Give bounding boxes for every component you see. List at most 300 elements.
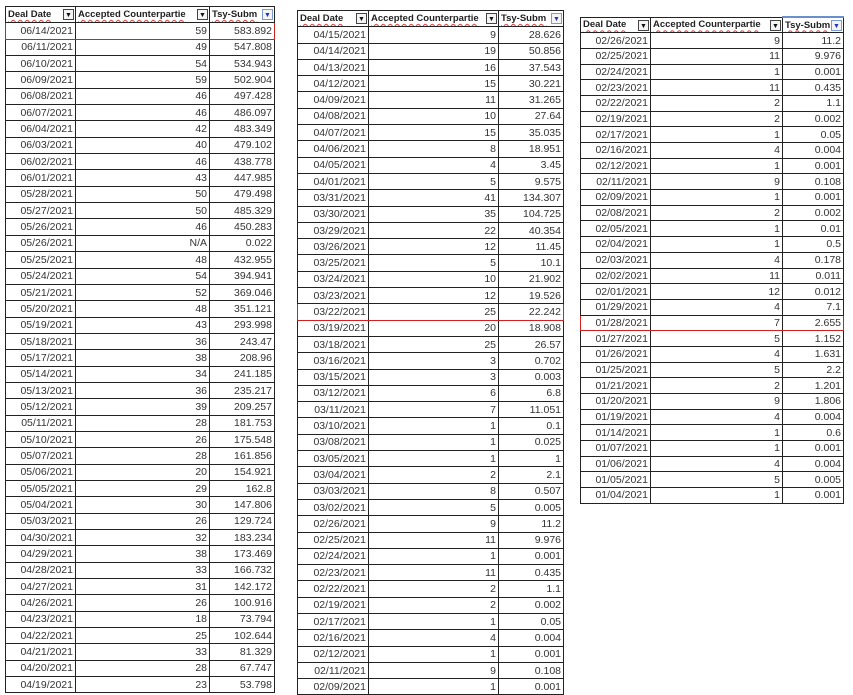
tsy-submitted-cell[interactable]: 0.05 xyxy=(499,613,564,629)
deal-date-cell[interactable]: 04/14/2021 xyxy=(298,43,369,59)
tsy-submitted-cell[interactable]: 181.753 xyxy=(210,415,275,431)
deal-date-cell[interactable]: 05/18/2021 xyxy=(6,333,76,349)
accepted-counterparties-cell[interactable]: 7 xyxy=(651,315,783,331)
accepted-counterparties-cell[interactable]: 9 xyxy=(651,174,783,190)
deal-date-cell[interactable]: 01/04/2021 xyxy=(581,488,651,504)
accepted-counterparties-cell[interactable]: 15 xyxy=(369,125,499,141)
accepted-counterparties-cell[interactable]: 5 xyxy=(651,331,783,347)
accepted-counterparties-cell[interactable]: 25 xyxy=(369,304,499,320)
tsy-submitted-cell[interactable]: 22.242 xyxy=(499,304,564,320)
filter-dropdown-icon[interactable]: ▼ xyxy=(486,13,497,24)
deal-date-cell[interactable]: 01/25/2021 xyxy=(581,362,651,378)
deal-date-cell[interactable]: 06/07/2021 xyxy=(6,105,76,121)
tsy-submitted-cell[interactable]: 534.943 xyxy=(210,56,275,72)
accepted-counterparties-cell[interactable]: 1 xyxy=(651,64,783,80)
accepted-counterparties-cell[interactable]: 26 xyxy=(76,431,210,447)
tsy-submitted-cell[interactable]: 485.329 xyxy=(210,203,275,219)
deal-date-cell[interactable]: 03/03/2021 xyxy=(298,483,369,499)
deal-date-cell[interactable]: 02/16/2021 xyxy=(581,143,651,159)
deal-date-cell[interactable]: 05/26/2021 xyxy=(6,219,76,235)
accepted-counterparties-cell[interactable]: 2 xyxy=(651,95,783,111)
tsy-submitted-cell[interactable]: 0.022 xyxy=(210,235,275,251)
accepted-counterparties-cell[interactable]: 4 xyxy=(651,143,783,159)
deal-date-cell[interactable]: 02/26/2021 xyxy=(298,516,369,532)
deal-date-cell[interactable]: 05/28/2021 xyxy=(6,186,76,202)
tsy-submitted-cell[interactable]: 497.428 xyxy=(210,88,275,104)
tsy-submitted-cell[interactable]: 0.011 xyxy=(783,268,844,284)
accepted-counterparties-cell[interactable]: 20 xyxy=(76,464,210,480)
deal-date-cell[interactable]: 04/06/2021 xyxy=(298,141,369,157)
deal-date-cell[interactable]: 03/12/2021 xyxy=(298,385,369,401)
accepted-counterparties-cell[interactable]: 1 xyxy=(369,434,499,450)
accepted-counterparties-cell[interactable]: 46 xyxy=(76,219,210,235)
deal-date-cell[interactable]: 03/23/2021 xyxy=(298,288,369,304)
tsy-submitted-cell[interactable]: 19.526 xyxy=(499,288,564,304)
tsy-submitted-cell[interactable]: 7.1 xyxy=(783,299,844,315)
accepted-counterparties-cell[interactable]: 31 xyxy=(76,579,210,595)
tsy-submitted-cell[interactable]: 1.1 xyxy=(783,95,844,111)
deal-date-cell[interactable]: 02/05/2021 xyxy=(581,221,651,237)
accepted-counterparties-cell[interactable]: 11 xyxy=(651,80,783,96)
deal-date-cell[interactable]: 01/21/2021 xyxy=(581,378,651,394)
accepted-counterparties-cell[interactable]: 20 xyxy=(369,320,499,336)
accepted-counterparties-cell[interactable]: 11 xyxy=(369,565,499,581)
accepted-counterparties-cell[interactable]: 4 xyxy=(651,346,783,362)
tsy-submitted-cell[interactable]: 447.985 xyxy=(210,170,275,186)
accepted-counterparties-cell[interactable]: 19 xyxy=(369,43,499,59)
accepted-counterparties-cell[interactable]: 2 xyxy=(651,111,783,127)
tsy-submitted-cell[interactable]: 166.732 xyxy=(210,562,275,578)
accepted-counterparties-cell[interactable]: 28 xyxy=(76,415,210,431)
accepted-counterparties-cell[interactable]: 33 xyxy=(76,562,210,578)
accepted-counterparties-cell[interactable]: 39 xyxy=(76,399,210,415)
deal-date-cell[interactable]: 04/21/2021 xyxy=(6,644,76,660)
accepted-counterparties-cell[interactable]: 46 xyxy=(76,105,210,121)
tsy-submitted-cell[interactable]: 0.001 xyxy=(783,158,844,174)
tsy-submitted-cell[interactable]: 0.003 xyxy=(499,369,564,385)
tsy-submitted-cell[interactable]: 6.8 xyxy=(499,385,564,401)
deal-date-cell[interactable]: 04/23/2021 xyxy=(6,611,76,627)
deal-date-cell[interactable]: 02/23/2021 xyxy=(581,80,651,96)
tsy-submitted-cell[interactable]: 134.307 xyxy=(499,190,564,206)
accepted-counterparties-cell[interactable]: 49 xyxy=(76,39,210,55)
deal-date-cell[interactable]: 05/10/2021 xyxy=(6,431,76,447)
deal-date-cell[interactable]: 02/11/2021 xyxy=(581,174,651,190)
deal-date-cell[interactable]: 05/04/2021 xyxy=(6,497,76,513)
deal-date-cell[interactable]: 06/01/2021 xyxy=(6,170,76,186)
deal-date-cell[interactable]: 06/02/2021 xyxy=(6,154,76,170)
tsy-submitted-cell[interactable]: 0.004 xyxy=(499,630,564,646)
filter-dropdown-icon[interactable]: ▼ xyxy=(63,9,74,20)
tsy-submitted-cell[interactable]: 1.631 xyxy=(783,346,844,362)
deal-date-cell[interactable]: 03/19/2021 xyxy=(298,320,369,336)
tsy-submitted-cell[interactable]: 173.469 xyxy=(210,546,275,562)
tsy-submitted-cell[interactable]: 0.002 xyxy=(783,111,844,127)
filter-active-dropdown-icon[interactable]: ▼ xyxy=(551,13,562,24)
accepted-counterparties-cell[interactable]: 4 xyxy=(369,630,499,646)
accepted-counterparties-cell[interactable]: 50 xyxy=(76,203,210,219)
deal-date-cell[interactable]: 05/13/2021 xyxy=(6,382,76,398)
tsy-submitted-cell[interactable]: 2.655 xyxy=(783,315,844,331)
filter-dropdown-icon[interactable]: ▼ xyxy=(356,13,367,24)
tsy-submitted-cell[interactable]: 293.998 xyxy=(210,317,275,333)
accepted-counterparties-cell[interactable]: 43 xyxy=(76,170,210,186)
accepted-counterparties-cell[interactable]: 15 xyxy=(369,76,499,92)
tsy-submitted-cell[interactable]: 0.435 xyxy=(499,565,564,581)
deal-date-cell[interactable]: 03/31/2021 xyxy=(298,190,369,206)
accepted-counterparties-cell[interactable]: 9 xyxy=(369,516,499,532)
tsy-submitted-cell[interactable]: 351.121 xyxy=(210,301,275,317)
accepted-counterparties-cell[interactable]: 5 xyxy=(651,362,783,378)
deal-date-cell[interactable]: 04/15/2021 xyxy=(298,27,369,43)
accepted-counterparties-cell[interactable]: 1 xyxy=(651,158,783,174)
tsy-submitted-cell[interactable]: 129.724 xyxy=(210,513,275,529)
tsy-submitted-cell[interactable]: 547.808 xyxy=(210,39,275,55)
deal-date-cell[interactable]: 03/30/2021 xyxy=(298,206,369,222)
tsy-submitted-cell[interactable]: 67.747 xyxy=(210,660,275,676)
deal-date-cell[interactable]: 02/19/2021 xyxy=(298,597,369,613)
deal-date-cell[interactable]: 02/09/2021 xyxy=(581,190,651,206)
accepted-counterparties-cell[interactable]: 18 xyxy=(76,611,210,627)
deal-date-cell[interactable]: 05/21/2021 xyxy=(6,284,76,300)
tsy-submitted-cell[interactable]: 0.002 xyxy=(499,597,564,613)
deal-date-cell[interactable]: 02/22/2021 xyxy=(581,95,651,111)
tsy-submitted-cell[interactable]: 53.798 xyxy=(210,677,275,693)
accepted-counterparties-cell[interactable]: 4 xyxy=(369,157,499,173)
tsy-submitted-cell[interactable]: 0.004 xyxy=(783,143,844,159)
deal-date-cell[interactable]: 06/11/2021 xyxy=(6,39,76,55)
accepted-counterparties-cell[interactable]: 26 xyxy=(76,513,210,529)
accepted-counterparties-cell[interactable]: 59 xyxy=(76,23,210,39)
accepted-counterparties-cell[interactable]: 28 xyxy=(76,448,210,464)
tsy-submitted-cell[interactable]: 3.45 xyxy=(499,157,564,173)
deal-date-cell[interactable]: 06/09/2021 xyxy=(6,72,76,88)
tsy-submitted-cell[interactable]: 9.976 xyxy=(499,532,564,548)
deal-date-cell[interactable]: 03/05/2021 xyxy=(298,451,369,467)
deal-date-cell[interactable]: 04/28/2021 xyxy=(6,562,76,578)
tsy-submitted-cell[interactable]: 394.941 xyxy=(210,268,275,284)
tsy-submitted-cell[interactable]: 438.778 xyxy=(210,154,275,170)
deal-date-cell[interactable]: 06/03/2021 xyxy=(6,137,76,153)
tsy-submitted-cell[interactable]: 100.916 xyxy=(210,595,275,611)
deal-date-cell[interactable]: 05/06/2021 xyxy=(6,464,76,480)
accepted-counterparties-cell[interactable]: 25 xyxy=(76,628,210,644)
deal-date-cell[interactable]: 02/19/2021 xyxy=(581,111,651,127)
tsy-submitted-cell[interactable]: 9.976 xyxy=(783,48,844,64)
accepted-counterparties-cell[interactable]: 1 xyxy=(369,418,499,434)
deal-date-cell[interactable]: 01/05/2021 xyxy=(581,472,651,488)
accepted-counterparties-cell[interactable]: 35 xyxy=(369,206,499,222)
tsy-submitted-cell[interactable]: 0.002 xyxy=(783,205,844,221)
tsy-submitted-cell[interactable]: 104.725 xyxy=(499,206,564,222)
tsy-submitted-cell[interactable]: 2.1 xyxy=(499,467,564,483)
tsy-submitted-cell[interactable]: 18.951 xyxy=(499,141,564,157)
accepted-counterparties-cell[interactable]: 2 xyxy=(369,467,499,483)
deal-date-cell[interactable]: 04/27/2021 xyxy=(6,579,76,595)
tsy-submitted-cell[interactable]: 0.6 xyxy=(783,425,844,441)
deal-date-cell[interactable]: 02/17/2021 xyxy=(581,127,651,143)
deal-date-cell[interactable]: 04/19/2021 xyxy=(6,677,76,693)
deal-date-cell[interactable]: 02/22/2021 xyxy=(298,581,369,597)
tsy-submitted-cell[interactable]: 142.172 xyxy=(210,579,275,595)
deal-date-cell[interactable]: 04/05/2021 xyxy=(298,157,369,173)
tsy-submitted-cell[interactable]: 0.1 xyxy=(499,418,564,434)
tsy-submitted-cell[interactable]: 0.025 xyxy=(499,434,564,450)
deal-date-cell[interactable]: 05/11/2021 xyxy=(6,415,76,431)
accepted-counterparties-cell[interactable]: 43 xyxy=(76,317,210,333)
accepted-counterparties-cell[interactable]: 4 xyxy=(651,252,783,268)
tsy-submitted-cell[interactable]: 11.45 xyxy=(499,239,564,255)
tsy-submitted-cell[interactable]: 479.102 xyxy=(210,137,275,153)
deal-date-cell[interactable]: 03/18/2021 xyxy=(298,336,369,352)
accepted-counterparties-cell[interactable]: 22 xyxy=(369,222,499,238)
deal-date-cell[interactable]: 02/16/2021 xyxy=(298,630,369,646)
accepted-counterparties-cell[interactable]: 30 xyxy=(76,497,210,513)
filter-active-dropdown-icon[interactable]: ▼ xyxy=(262,9,273,20)
accepted-counterparties-cell[interactable]: 34 xyxy=(76,366,210,382)
accepted-counterparties-cell[interactable]: 41 xyxy=(369,190,499,206)
tsy-submitted-cell[interactable]: 161.856 xyxy=(210,448,275,464)
deal-date-cell[interactable]: 01/26/2021 xyxy=(581,346,651,362)
deal-date-cell[interactable]: 05/25/2021 xyxy=(6,252,76,268)
filter-dropdown-icon[interactable]: ▼ xyxy=(770,20,781,31)
tsy-submitted-cell[interactable]: 50.856 xyxy=(499,43,564,59)
accepted-counterparties-cell[interactable]: 2 xyxy=(651,205,783,221)
accepted-counterparties-cell[interactable]: 12 xyxy=(651,284,783,300)
deal-date-cell[interactable]: 02/25/2021 xyxy=(581,48,651,64)
filter-dropdown-icon[interactable]: ▼ xyxy=(638,20,649,31)
accepted-counterparties-cell[interactable]: 2 xyxy=(651,378,783,394)
accepted-counterparties-cell[interactable]: 40 xyxy=(76,137,210,153)
deal-date-cell[interactable]: 03/10/2021 xyxy=(298,418,369,434)
deal-date-cell[interactable]: 05/14/2021 xyxy=(6,366,76,382)
accepted-counterparties-cell[interactable]: 25 xyxy=(369,336,499,352)
deal-date-cell[interactable]: 03/24/2021 xyxy=(298,271,369,287)
deal-date-cell[interactable]: 04/07/2021 xyxy=(298,125,369,141)
deal-date-cell[interactable]: 03/22/2021 xyxy=(298,304,369,320)
deal-date-cell[interactable]: 02/12/2021 xyxy=(581,158,651,174)
tsy-submitted-cell[interactable]: 502.904 xyxy=(210,72,275,88)
deal-date-cell[interactable]: 04/09/2021 xyxy=(298,92,369,108)
deal-date-cell[interactable]: 01/06/2021 xyxy=(581,456,651,472)
tsy-submitted-cell[interactable]: 0.435 xyxy=(783,80,844,96)
deal-date-cell[interactable]: 02/01/2021 xyxy=(581,284,651,300)
accepted-counterparties-cell[interactable]: 12 xyxy=(369,288,499,304)
accepted-counterparties-cell[interactable]: 48 xyxy=(76,252,210,268)
tsy-submitted-cell[interactable]: 0.001 xyxy=(783,441,844,457)
tsy-submitted-cell[interactable]: 486.097 xyxy=(210,105,275,121)
deal-date-cell[interactable]: 04/08/2021 xyxy=(298,108,369,124)
tsy-submitted-cell[interactable]: 0.004 xyxy=(783,409,844,425)
filter-active-dropdown-icon[interactable]: ▼ xyxy=(831,20,842,31)
deal-date-cell[interactable]: 03/25/2021 xyxy=(298,255,369,271)
accepted-counterparties-cell[interactable]: 54 xyxy=(76,56,210,72)
accepted-counterparties-cell[interactable]: 10 xyxy=(369,108,499,124)
tsy-submitted-cell[interactable]: 432.955 xyxy=(210,252,275,268)
tsy-submitted-cell[interactable]: 1.201 xyxy=(783,378,844,394)
accepted-counterparties-cell[interactable]: 11 xyxy=(369,92,499,108)
deal-date-cell[interactable]: 06/08/2021 xyxy=(6,88,76,104)
deal-date-cell[interactable]: 05/03/2021 xyxy=(6,513,76,529)
tsy-submitted-cell[interactable]: 483.349 xyxy=(210,121,275,137)
accepted-counterparties-cell[interactable]: 1 xyxy=(651,488,783,504)
tsy-submitted-cell[interactable]: 0.001 xyxy=(499,548,564,564)
tsy-submitted-cell[interactable]: 0.001 xyxy=(783,488,844,504)
filter-dropdown-icon[interactable]: ▼ xyxy=(197,9,208,20)
deal-date-cell[interactable]: 02/24/2021 xyxy=(298,548,369,564)
tsy-submitted-cell[interactable]: 1.152 xyxy=(783,331,844,347)
accepted-counterparties-cell[interactable]: 33 xyxy=(76,644,210,660)
accepted-counterparties-cell[interactable]: 3 xyxy=(369,369,499,385)
tsy-submitted-cell[interactable]: 243.47 xyxy=(210,333,275,349)
accepted-counterparties-cell[interactable]: 7 xyxy=(369,402,499,418)
tsy-submitted-cell[interactable]: 0.178 xyxy=(783,252,844,268)
deal-date-cell[interactable]: 01/27/2021 xyxy=(581,331,651,347)
accepted-counterparties-cell[interactable]: 1 xyxy=(369,646,499,662)
accepted-counterparties-cell[interactable]: 1 xyxy=(651,221,783,237)
accepted-counterparties-cell[interactable]: 3 xyxy=(369,353,499,369)
accepted-counterparties-cell[interactable]: 50 xyxy=(76,186,210,202)
accepted-counterparties-cell[interactable]: 1 xyxy=(369,451,499,467)
deal-date-cell[interactable]: 03/16/2021 xyxy=(298,353,369,369)
accepted-counterparties-cell[interactable]: 59 xyxy=(76,72,210,88)
deal-date-cell[interactable]: 04/20/2021 xyxy=(6,660,76,676)
accepted-counterparties-cell[interactable]: 23 xyxy=(76,677,210,693)
tsy-submitted-cell[interactable]: 0.005 xyxy=(783,472,844,488)
accepted-counterparties-cell[interactable]: 26 xyxy=(76,595,210,611)
tsy-submitted-cell[interactable]: 154.921 xyxy=(210,464,275,480)
accepted-counterparties-cell[interactable]: 42 xyxy=(76,121,210,137)
accepted-counterparties-cell[interactable]: 36 xyxy=(76,382,210,398)
deal-date-cell[interactable]: 02/09/2021 xyxy=(298,679,369,695)
deal-date-cell[interactable]: 02/26/2021 xyxy=(581,33,651,49)
accepted-counterparties-cell[interactable]: 32 xyxy=(76,530,210,546)
deal-date-cell[interactable]: 04/22/2021 xyxy=(6,628,76,644)
tsy-submitted-cell[interactable]: 0.001 xyxy=(783,64,844,80)
tsy-submitted-cell[interactable]: 479.498 xyxy=(210,186,275,202)
deal-date-cell[interactable]: 04/01/2021 xyxy=(298,173,369,189)
deal-date-cell[interactable]: 01/07/2021 xyxy=(581,441,651,457)
tsy-submitted-cell[interactable]: 11.2 xyxy=(499,516,564,532)
accepted-counterparties-cell[interactable]: 5 xyxy=(369,499,499,515)
deal-date-cell[interactable]: 06/14/2021 xyxy=(6,23,76,39)
deal-date-cell[interactable]: 03/11/2021 xyxy=(298,402,369,418)
tsy-submitted-cell[interactable]: 10.1 xyxy=(499,255,564,271)
deal-date-cell[interactable]: 01/29/2021 xyxy=(581,299,651,315)
tsy-submitted-cell[interactable]: 0.702 xyxy=(499,353,564,369)
tsy-submitted-cell[interactable]: 162.8 xyxy=(210,480,275,496)
accepted-counterparties-cell[interactable]: 1 xyxy=(369,613,499,629)
tsy-submitted-cell[interactable]: 175.548 xyxy=(210,431,275,447)
accepted-counterparties-cell[interactable]: 1 xyxy=(369,679,499,695)
tsy-submitted-cell[interactable]: 26.57 xyxy=(499,336,564,352)
tsy-submitted-cell[interactable]: 37.543 xyxy=(499,59,564,75)
deal-date-cell[interactable]: 01/28/2021 xyxy=(581,315,651,331)
tsy-submitted-cell[interactable]: 208.96 xyxy=(210,350,275,366)
accepted-counterparties-cell[interactable]: 1 xyxy=(651,441,783,457)
deal-date-cell[interactable]: 05/20/2021 xyxy=(6,301,76,317)
tsy-submitted-cell[interactable]: 40.354 xyxy=(499,222,564,238)
accepted-counterparties-cell[interactable]: 10 xyxy=(369,271,499,287)
tsy-submitted-cell[interactable]: 0.507 xyxy=(499,483,564,499)
tsy-submitted-cell[interactable]: 0.5 xyxy=(783,237,844,253)
accepted-counterparties-cell[interactable]: 4 xyxy=(651,299,783,315)
deal-date-cell[interactable]: 05/19/2021 xyxy=(6,317,76,333)
tsy-submitted-cell[interactable]: 0.001 xyxy=(499,679,564,695)
deal-date-cell[interactable]: 02/17/2021 xyxy=(298,613,369,629)
accepted-counterparties-cell[interactable]: 1 xyxy=(651,190,783,206)
accepted-counterparties-cell[interactable]: 4 xyxy=(651,456,783,472)
tsy-submitted-cell[interactable]: 1 xyxy=(499,451,564,467)
deal-date-cell[interactable]: 03/15/2021 xyxy=(298,369,369,385)
deal-date-cell[interactable]: 02/04/2021 xyxy=(581,237,651,253)
accepted-counterparties-cell[interactable]: 1 xyxy=(651,425,783,441)
accepted-counterparties-cell[interactable]: 54 xyxy=(76,268,210,284)
tsy-submitted-cell[interactable]: 0.108 xyxy=(499,662,564,678)
deal-date-cell[interactable]: 05/26/2021 xyxy=(6,235,76,251)
accepted-counterparties-cell[interactable]: 9 xyxy=(651,394,783,410)
deal-date-cell[interactable]: 04/26/2021 xyxy=(6,595,76,611)
deal-date-cell[interactable]: 04/12/2021 xyxy=(298,76,369,92)
deal-date-cell[interactable]: 03/02/2021 xyxy=(298,499,369,515)
tsy-submitted-cell[interactable]: 209.257 xyxy=(210,399,275,415)
accepted-counterparties-cell[interactable]: 5 xyxy=(651,472,783,488)
accepted-counterparties-cell[interactable]: 46 xyxy=(76,88,210,104)
accepted-counterparties-cell[interactable]: 11 xyxy=(651,48,783,64)
tsy-submitted-cell[interactable]: 2.2 xyxy=(783,362,844,378)
tsy-submitted-cell[interactable]: 0.108 xyxy=(783,174,844,190)
deal-date-cell[interactable]: 03/26/2021 xyxy=(298,239,369,255)
deal-date-cell[interactable]: 05/17/2021 xyxy=(6,350,76,366)
accepted-counterparties-cell[interactable]: 4 xyxy=(651,409,783,425)
tsy-submitted-cell[interactable]: 28.626 xyxy=(499,27,564,43)
tsy-submitted-cell[interactable]: 73.794 xyxy=(210,611,275,627)
accepted-counterparties-cell[interactable]: 38 xyxy=(76,546,210,562)
deal-date-cell[interactable]: 04/30/2021 xyxy=(6,530,76,546)
deal-date-cell[interactable]: 02/24/2021 xyxy=(581,64,651,80)
accepted-counterparties-cell[interactable]: 52 xyxy=(76,284,210,300)
accepted-counterparties-cell[interactable]: 36 xyxy=(76,333,210,349)
accepted-counterparties-cell[interactable]: 8 xyxy=(369,141,499,157)
accepted-counterparties-cell[interactable]: 2 xyxy=(369,581,499,597)
deal-date-cell[interactable]: 01/14/2021 xyxy=(581,425,651,441)
deal-date-cell[interactable]: 02/08/2021 xyxy=(581,205,651,221)
tsy-submitted-cell[interactable]: 11.051 xyxy=(499,402,564,418)
tsy-submitted-cell[interactable]: 31.265 xyxy=(499,92,564,108)
tsy-submitted-cell[interactable]: 21.902 xyxy=(499,271,564,287)
deal-date-cell[interactable]: 03/04/2021 xyxy=(298,467,369,483)
tsy-submitted-cell[interactable]: 450.283 xyxy=(210,219,275,235)
deal-date-cell[interactable]: 02/11/2021 xyxy=(298,662,369,678)
accepted-counterparties-cell[interactable]: 5 xyxy=(369,255,499,271)
deal-date-cell[interactable]: 06/10/2021 xyxy=(6,56,76,72)
deal-date-cell[interactable]: 03/29/2021 xyxy=(298,222,369,238)
tsy-submitted-cell[interactable]: 0.05 xyxy=(783,127,844,143)
deal-date-cell[interactable]: 02/12/2021 xyxy=(298,646,369,662)
accepted-counterparties-cell[interactable]: 9 xyxy=(369,27,499,43)
deal-date-cell[interactable]: 05/12/2021 xyxy=(6,399,76,415)
accepted-counterparties-cell[interactable]: 29 xyxy=(76,480,210,496)
deal-date-cell[interactable]: 05/24/2021 xyxy=(6,268,76,284)
tsy-submitted-cell[interactable]: 147.806 xyxy=(210,497,275,513)
deal-date-cell[interactable]: 01/20/2021 xyxy=(581,394,651,410)
deal-date-cell[interactable]: 02/25/2021 xyxy=(298,532,369,548)
tsy-submitted-cell[interactable]: 583.892 xyxy=(210,23,275,39)
accepted-counterparties-cell[interactable]: 5 xyxy=(369,173,499,189)
deal-date-cell[interactable]: 05/07/2021 xyxy=(6,448,76,464)
accepted-counterparties-cell[interactable]: 9 xyxy=(651,33,783,49)
tsy-submitted-cell[interactable]: 0.001 xyxy=(783,190,844,206)
